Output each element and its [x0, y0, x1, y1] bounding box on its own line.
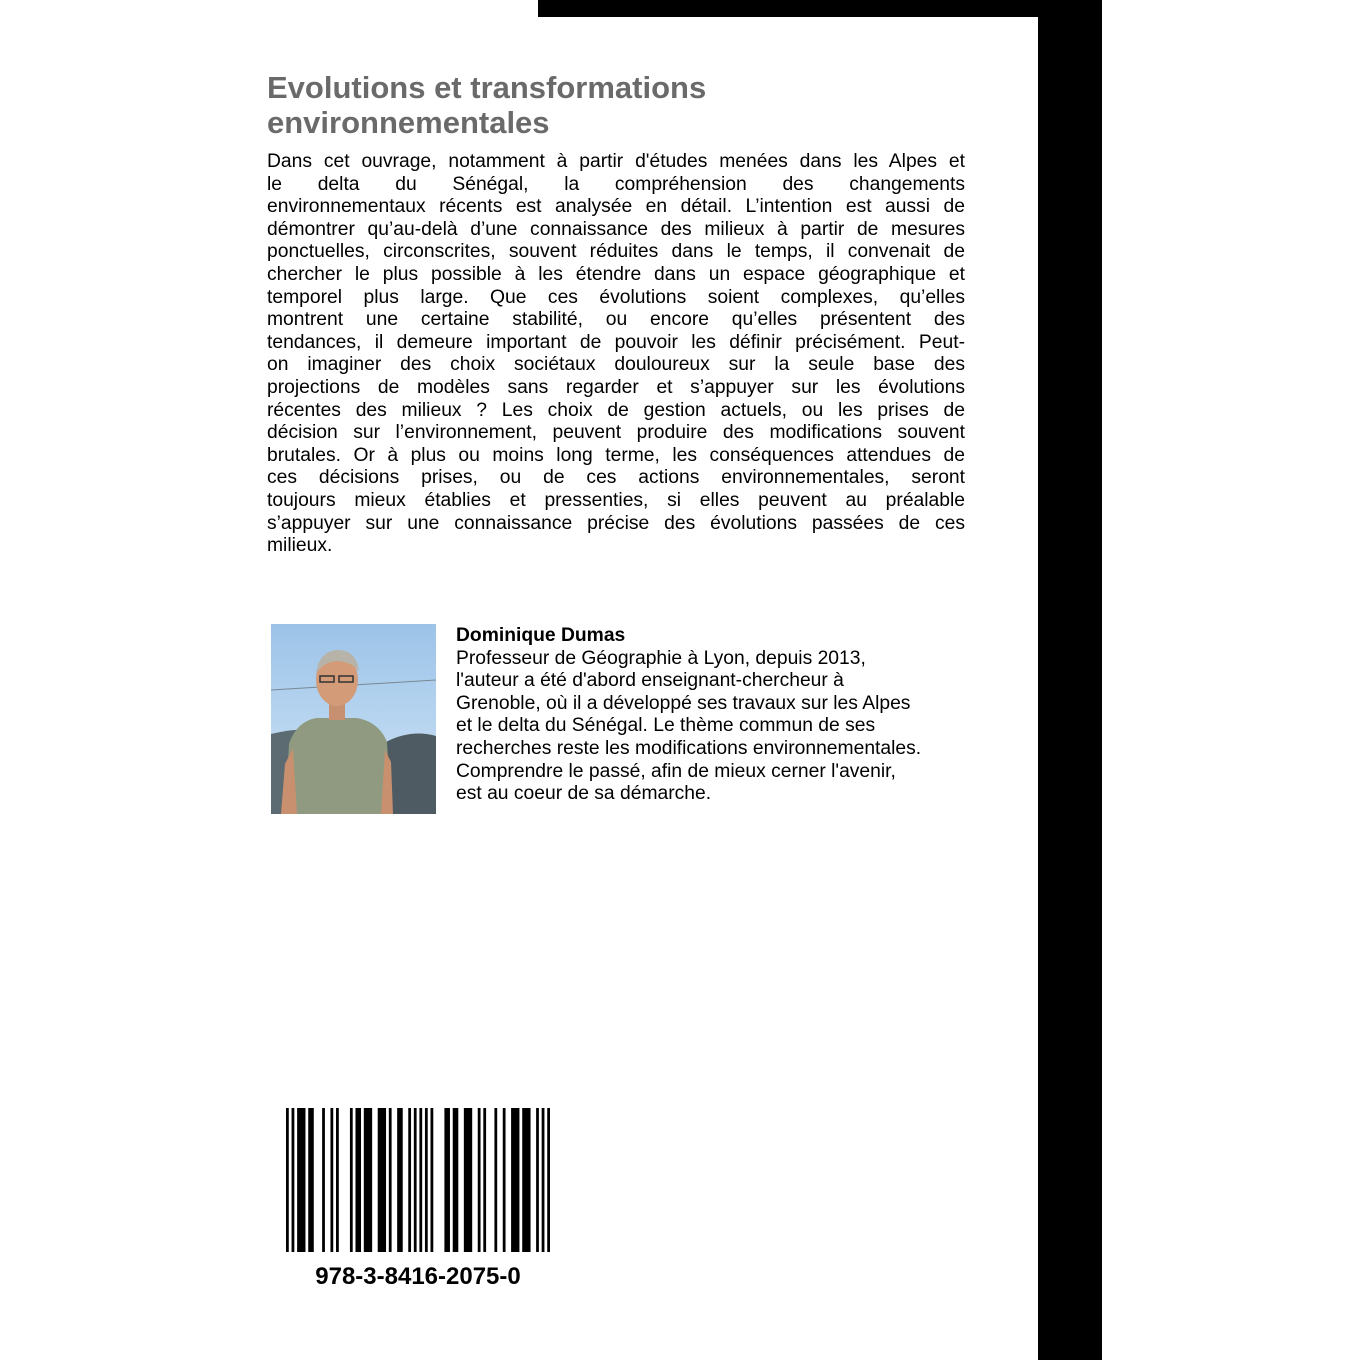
author-bio-line: est au coeur de sa démarche.: [456, 783, 712, 805]
barcode-bar-15: [419, 1108, 422, 1252]
cover-top-edge: [538, 0, 1102, 17]
book-title: [267, 70, 967, 140]
barcode-bar-18: [444, 1108, 450, 1252]
description-line: ces décisions prises, ou de ces actions environnementales, seront: [267, 467, 965, 489]
author-bio-line: recherches reste les modifications environnementales.: [456, 737, 922, 759]
description-line: décision sur l’environnement, peuvent produire des modifications souvent: [267, 422, 965, 444]
author-name: Dominique Dumas: [456, 625, 626, 646]
description-line: montrent une certaine stabilité, ou encore qu’elles présentent des: [267, 309, 965, 331]
barcode-bar-10: [378, 1108, 386, 1252]
barcode-bar-17: [431, 1108, 434, 1252]
description-line: le delta du Sénégal, la compréhension des changements: [267, 173, 965, 195]
barcode-bar-19: [453, 1108, 459, 1252]
author-bio: [456, 648, 976, 806]
barcode-bar-16: [425, 1108, 428, 1252]
book-spine: [1038, 17, 1102, 1360]
barcode-bar-6: [336, 1108, 339, 1252]
author-bio-line: l'auteur a été d'abord enseignant-chercheur à: [456, 670, 844, 692]
barcode-bar-24: [503, 1108, 506, 1252]
book-description: [267, 151, 965, 558]
barcode-bar-3: [308, 1108, 314, 1252]
barcode-bar-8: [355, 1108, 361, 1252]
barcode-bar-5: [330, 1108, 333, 1252]
author-photo: [271, 624, 436, 814]
barcode-bar-2: [297, 1108, 305, 1252]
description-line: temporel plus large. Que ces évolutions soient complexes, qu’elles: [267, 286, 965, 308]
barcode-bar-9: [364, 1108, 372, 1252]
description-line: toujours mieux établies et pressenties, si elles peuvent au préalable: [267, 489, 965, 511]
title-line-1: Evolutions et transformations: [267, 70, 707, 105]
barcode-bar-4: [322, 1108, 325, 1252]
author-bio-line: Professeur de Géographie à Lyon, depuis 2013,: [456, 647, 866, 669]
barcode-bar-11: [389, 1108, 392, 1252]
title-line-2: environnementales: [267, 105, 550, 140]
isbn-barcode: [286, 1108, 550, 1252]
author-section: [456, 625, 976, 806]
description-line: chercher le plus possible à les étendre dans un espace géographique et: [267, 263, 965, 285]
barcode-bar-28: [542, 1108, 545, 1252]
barcode-bar-29: [547, 1108, 550, 1252]
author-bio-line: Grenoble, où il a développé ses travaux sur les Alpes: [456, 692, 911, 714]
barcode-bar-23: [494, 1108, 497, 1252]
barcode-bar-22: [483, 1108, 486, 1252]
description-line: milieux.: [267, 535, 333, 557]
barcode-bar-0: [286, 1108, 289, 1252]
description-line: tendances, il demeure important de pouvoir les définir précisément. Peut-: [267, 331, 965, 353]
description-line: ponctuelles, circonscrites, souvent réduites dans le temps, il convenait de: [267, 241, 965, 263]
author-bio-line: Comprendre le passé, afin de mieux cerner l'avenir,: [456, 760, 896, 782]
barcode-bar-26: [522, 1108, 530, 1252]
barcode-bar-1: [292, 1108, 295, 1252]
isbn-number: 978-3-8416-2075-0: [315, 1263, 521, 1290]
barcode-bar-25: [511, 1108, 519, 1252]
description-line: récentes des milieux ? Les choix de gestion actuels, ou les prises de: [267, 399, 965, 421]
description-line: brutales. Or à plus ou moins long terme, les conséquences attendues de: [267, 444, 965, 466]
description-line: démontrer qu’au-delà d’une connaissance des milieux à partir de mesures: [267, 218, 965, 240]
barcode-bar-13: [408, 1108, 411, 1252]
barcode-bar-7: [350, 1108, 353, 1252]
barcode-bar-21: [478, 1108, 481, 1252]
description-line: environnementaux récents est analysée en détail. L’intention est aussi de: [267, 196, 965, 218]
barcode-bar-12: [397, 1108, 403, 1252]
author-portrait-illustration: [271, 624, 436, 814]
description-line: projections de modèles sans regarder et s’appuyer sur les évolutions: [267, 376, 965, 398]
author-bio-line: et le delta du Sénégal. Le thème commun de ses: [456, 715, 876, 737]
barcode-bar-27: [536, 1108, 539, 1252]
description-line: s’appuyer sur une connaissance précise des évolutions passées de ces: [267, 512, 965, 534]
barcode-bar-14: [414, 1108, 417, 1252]
barcode-bar-20: [464, 1108, 472, 1252]
description-line: Dans cet ouvrage, notamment à partir d'études menées dans les Alpes et: [267, 151, 965, 172]
description-line: on imaginer des choix sociétaux douloureux sur la seule base des: [267, 354, 965, 376]
